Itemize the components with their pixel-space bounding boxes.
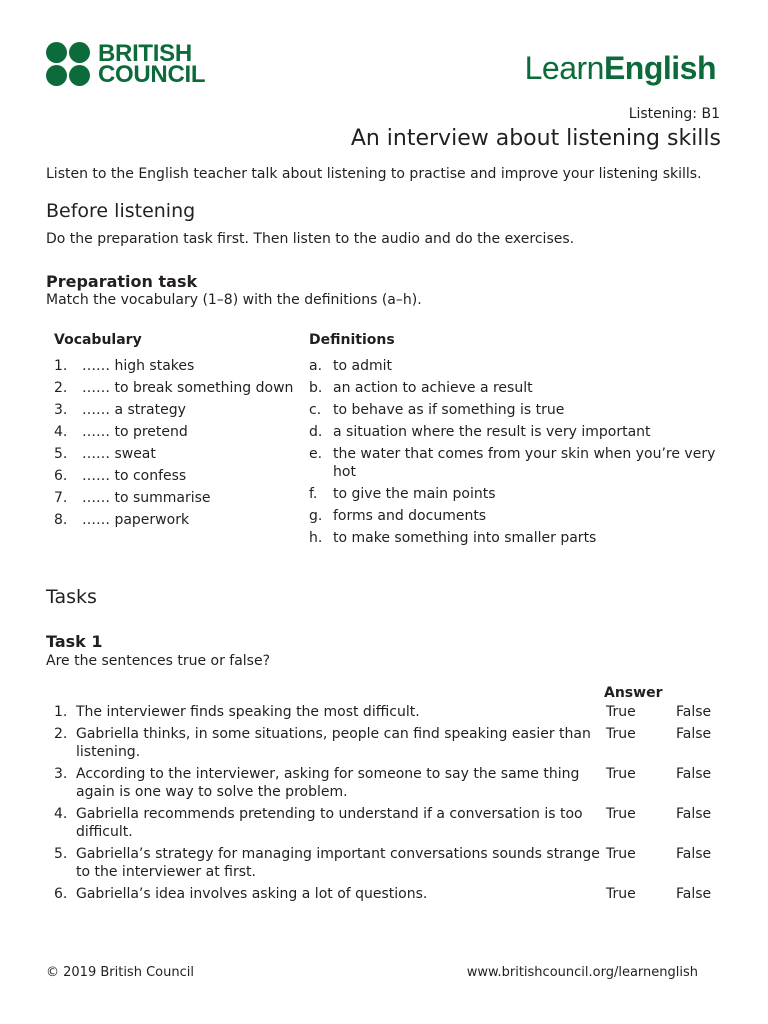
table-row: 1. The interviewer finds speaking the most difficult. True False [46,703,726,725]
list-item: f. to give the main points [309,486,496,502]
false-option: False [676,846,712,862]
true-option: True [606,806,636,822]
list-item: 8. …… paperwork [54,512,190,528]
false-option: False [676,806,712,822]
before-listening-text: Do the preparation task first. Then listen to the audio and do the exercises. [46,231,575,247]
true-option: True [606,886,636,902]
vocabulary-heading: Vocabulary [54,332,142,348]
true-option: True [606,846,636,862]
list-item: 6. …… to confess [54,468,187,484]
false-option: False [676,704,712,720]
list-item: 7. …… to summarise [54,490,211,506]
logo-line-1: BRITISH [98,40,192,67]
table-row: 6. Gabriella’s idea involves asking a lot of questions. True False [46,885,726,907]
learnenglish-logo [525,50,716,87]
task1-instruction: Are the sentences true or false? [46,653,271,669]
true-option: True [606,726,636,742]
definitions-heading: Definitions [309,332,395,348]
page-title: An interview about listening skills [350,126,721,151]
true-option: True [606,766,636,782]
list-item: b. an action to achieve a result [309,380,533,396]
before-listening-heading: Before listening [46,200,196,222]
answer-heading: Answer [604,685,663,701]
list-item: 1. …… high stakes [54,358,195,374]
preparation-instruction: Match the vocabulary (1–8) with the definitions (a–h). [46,292,422,308]
true-option: True [606,704,636,720]
table-row: 5. Gabriella’s strategy for managing important conversations sounds strange to the interviewer at first. True False [46,845,726,885]
list-item: 3. …… a strategy [54,402,186,418]
vocabulary-list [54,357,304,533]
british-council-logo [46,42,205,86]
list-item: h. to make something into smaller parts [309,530,597,546]
list-item: 2. …… to break something down [54,380,294,396]
table-row: 2. Gabriella thinks, in some situations, people can find speaking easier than listening. True False [46,725,726,765]
list-item: g. forms and documents [309,508,487,524]
logo-line-2: COUNCIL [98,61,206,88]
list-item: 5. …… sweat [54,446,156,462]
list-item: 4. …… to pretend [54,424,188,440]
list-item: a. to admit [309,358,392,374]
list-item: d. a situation where the result is very important [309,424,651,440]
footer-url[interactable]: www.britishcouncil.org/learnenglish [466,965,698,980]
footer-copyright: © 2019 British Council [46,965,194,980]
false-option: False [676,726,712,742]
intro-text: Listen to the English teacher talk about listening to practise and improve your listening skills. [46,166,702,182]
task1-list [46,703,726,907]
false-option: False [676,886,712,902]
table-row: 4. Gabriella recommends pretending to understand if a conversation is too difficult. True False [46,805,726,845]
logo-learn: Learn [524,50,604,86]
table-row: 3. According to the interviewer, asking for someone to say the same thing again is one way to solve the problem. True False [46,765,726,805]
list-item: c. to behave as if something is true [309,402,565,418]
british-council-dots-icon [46,42,90,86]
task1-heading: Task 1 [46,632,103,651]
logo-english: English [603,50,716,86]
tasks-heading: Tasks [46,586,97,608]
definitions-list [309,357,719,551]
preparation-heading: Preparation task [46,272,198,291]
level-label: Listening: B1 [628,106,720,122]
false-option: False [676,766,712,782]
list-item: e. the water that comes from your skin when you’re very hot [309,446,716,480]
